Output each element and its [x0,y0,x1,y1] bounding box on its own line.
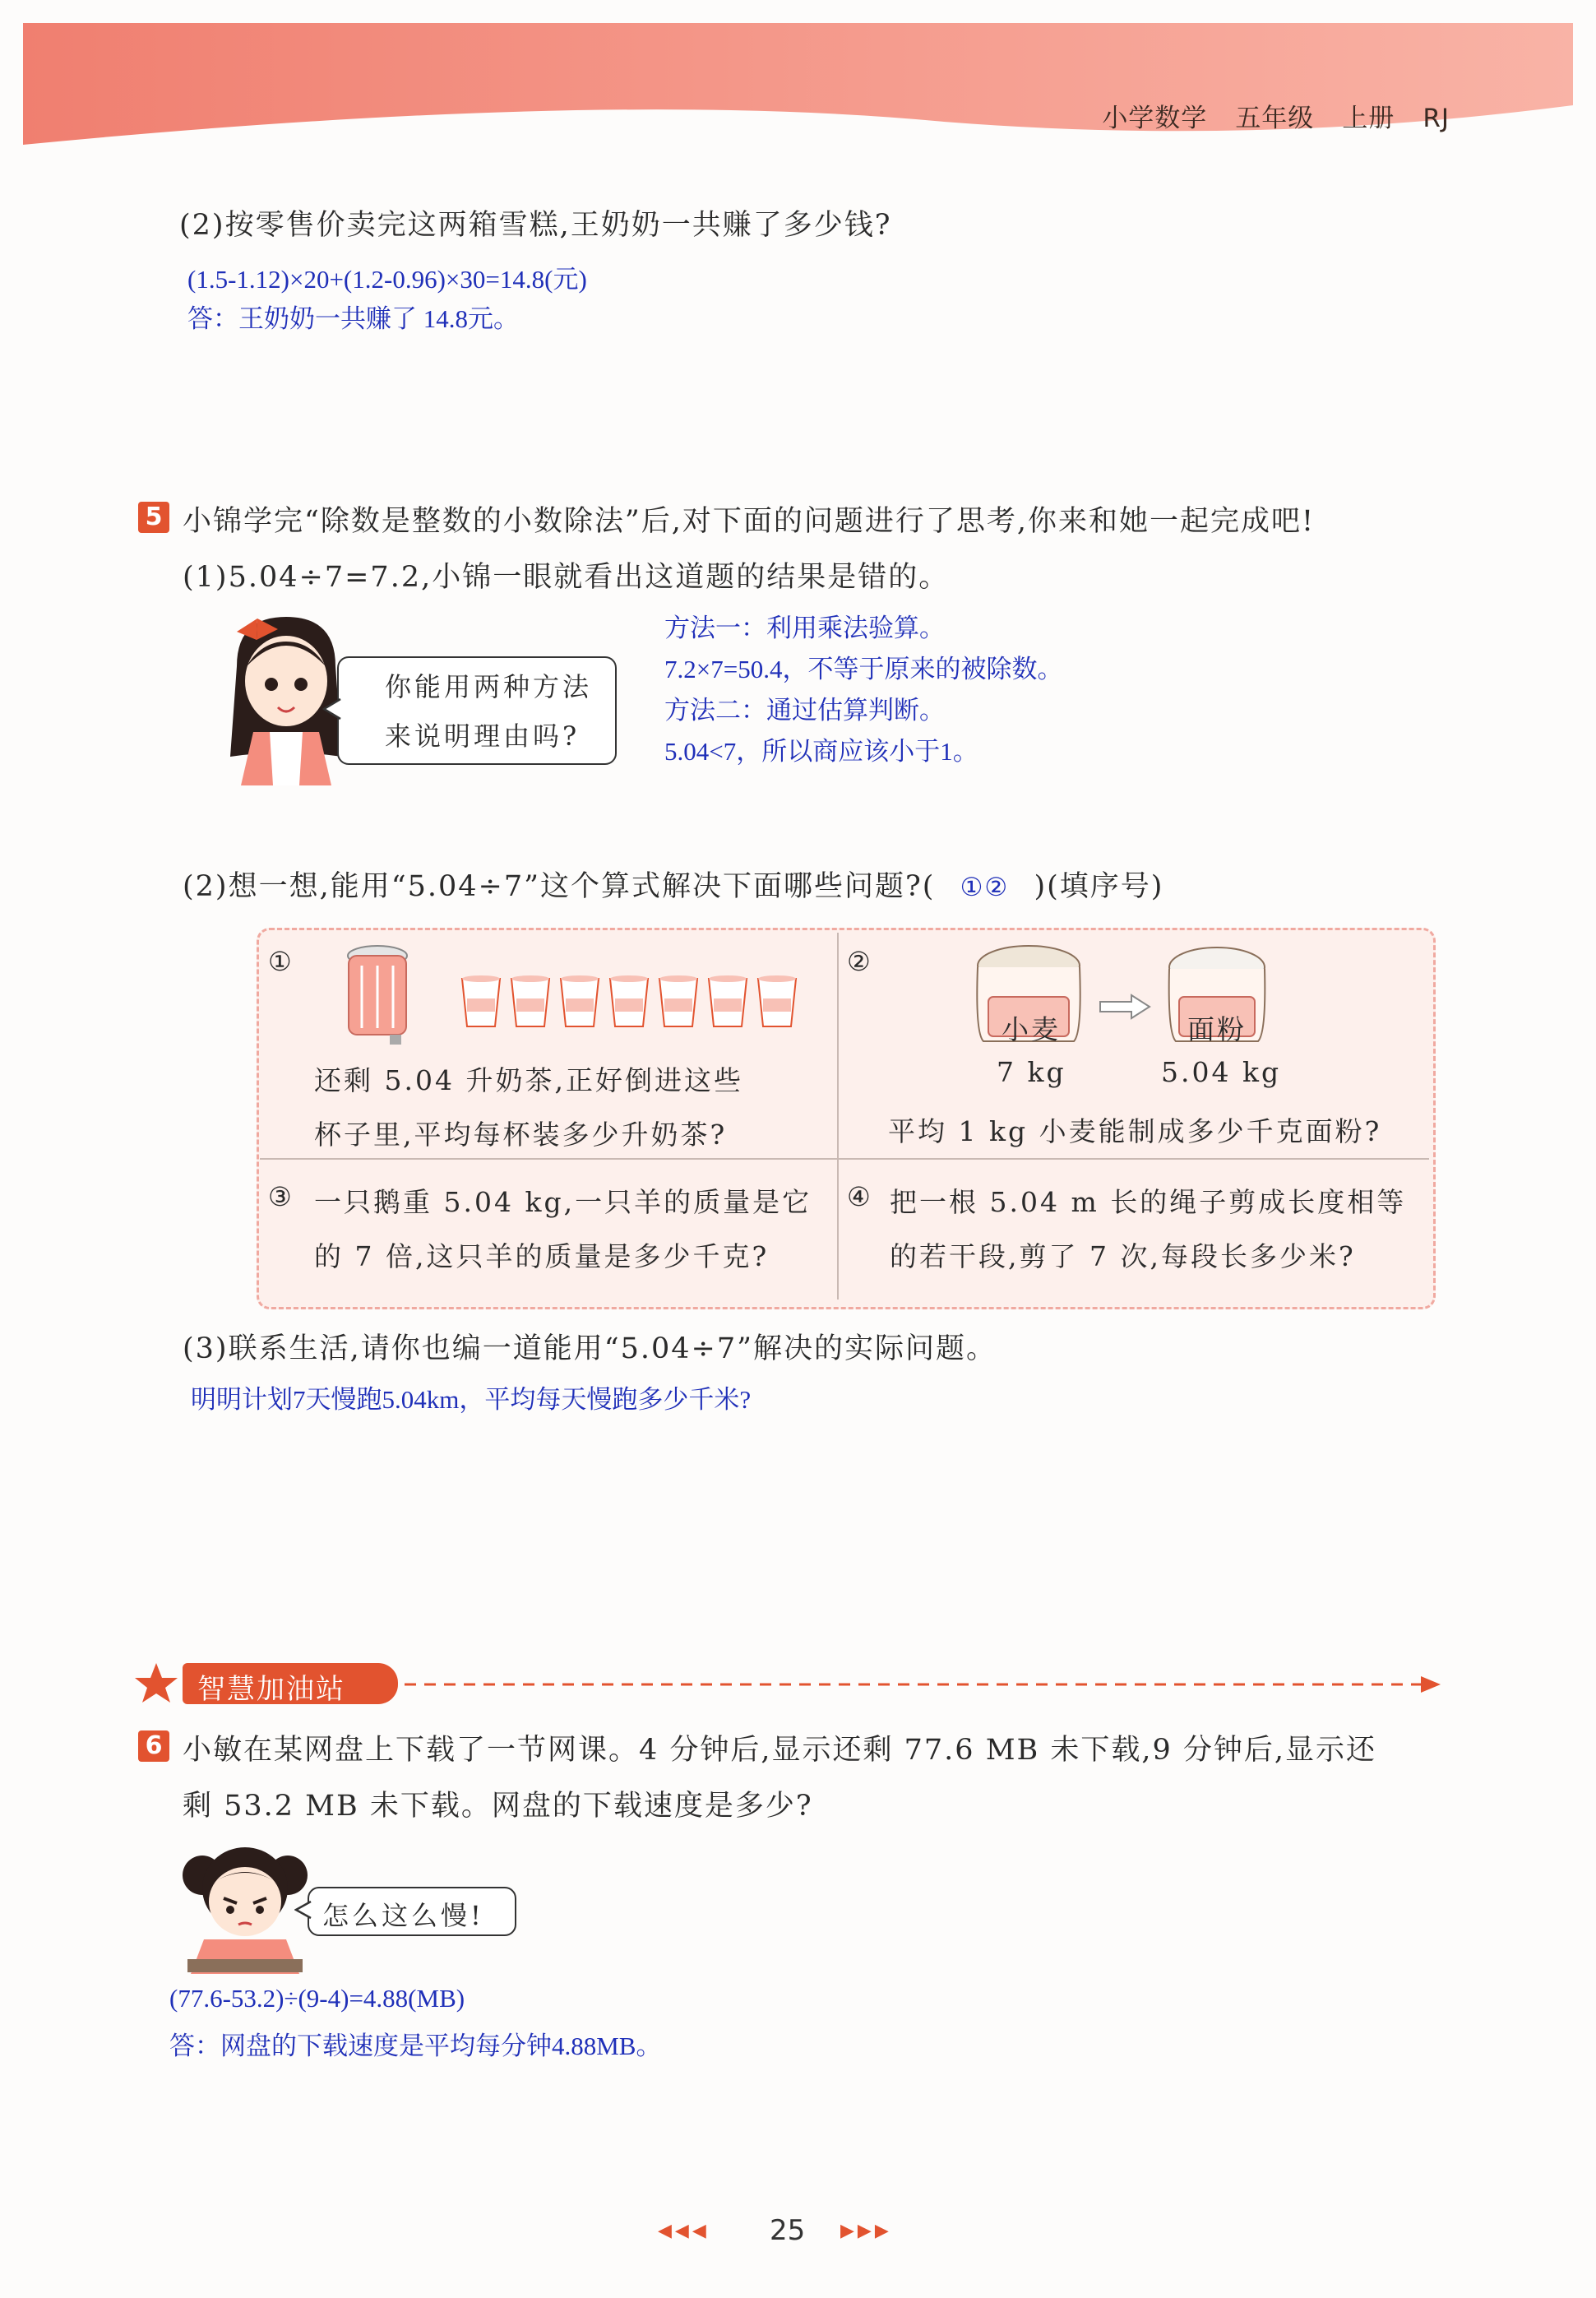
q6-answer-formula: (77.6-53.2)÷(9-4)=4.88(MB) [169,1984,465,2013]
q4-answer-formula: (1.5-1.12)×20+(1.2-0.96)×30=14.8(元) [187,265,587,294]
prev-arrows-icon: ◀◀◀ [658,2221,710,2241]
bubble-tail [294,1900,312,1920]
q5-part1: (1)5.04÷7=7.2,小锦一眼就看出这道题的结果是错的。 [183,561,950,594]
method1-body: 7.2×7=50.4，不等于原来的被除数。 [664,655,1063,683]
q6-line-1: 小敏在某网盘上下载了一节网课。4 分钟后,显示还剩 77.6 MB 未下载,9 分钟后,显示还 [183,1734,1377,1767]
book-info [1074,97,1450,134]
method1-title: 方法一：利用乘法验算。 [664,614,945,642]
star-runner-icon [132,1660,181,1706]
q6-answer-text: 答：网盘的下载速度是平均每分钟4.88MB。 [169,2032,662,2060]
part2-answer: ①② [960,873,1010,901]
next-arrows-icon: ▶▶▶ [840,2221,892,2241]
speech-bubble [337,656,617,765]
method2-body: 5.04<7，所以商应该小于1。 [664,737,978,766]
q5-part3: (3)联系生活,请你也编一道能用“5.04÷7”解决的实际问题。 [183,1332,997,1365]
option-4-number: ④ [847,1181,871,1212]
option-2-line: 平均 1 kg 小麦能制成多少千克面粉? [888,1115,1382,1147]
wheat-mass: 7 kg [997,1056,1066,1088]
milk-tea-cups-icon [460,975,806,1033]
q4-answer-text: 答：王奶奶一共赚了 14.8元。 [187,304,519,333]
part2-suffix: )(填序号) [1034,870,1164,903]
bubble-text: 怎么这么慢! [322,1900,484,1931]
tea-dispenser-icon [340,943,414,1049]
option-1-number: ① [268,946,292,977]
q6-line-2: 剩 53.2 MB 未下载。网盘的下载速度是多少? [183,1790,813,1823]
bubble-line-1: 你能用两种方法 [385,671,593,702]
q5-intro: 小锦学完“除数是整数的小数除法”后,对下面的问题进行了思考,你来和她一起完成吧! [183,505,1316,538]
section-title-badge [183,1663,398,1704]
q5-part3-answer: 明明计划7天慢跑5.04km，平均每天慢跑多少千米? [191,1385,752,1414]
panel-divider-horizontal [260,1158,1429,1160]
flour-mass: 5.04 kg [1161,1056,1282,1088]
subject-label: 小学数学 [1102,104,1208,133]
option-1-line-1: 还剩 5.04 升奶茶,正好倒进这些 [314,1064,743,1096]
bubble-line-2: 来说明理由吗? [385,720,581,752]
q4-part2-question: (2)按零售价卖完这两箱雪糕,王奶奶一共赚了多少钱? [179,209,892,242]
option-3-line-1: 一只鹅重 5.04 kg,一只羊的质量是它 [314,1186,812,1218]
option-4-line-2: 的若干段,剪了 7 次,每段长多少米? [890,1240,1356,1272]
question-number-badge: 6 [138,1730,169,1762]
question-number-badge: 5 [138,502,169,533]
grade-label: 五年级 [1235,104,1315,133]
flour-label: 面粉 [1187,1013,1247,1045]
girl-illustration [179,1836,311,1976]
panel-divider-vertical [837,933,839,1300]
q5-part2-question [183,864,1163,905]
bubble-tail [322,697,342,720]
option-3-number: ③ [268,1181,292,1212]
wheat-label: 小麦 [1002,1013,1061,1045]
part2-prefix: (2)想一想,能用“5.04÷7”这个算式解决下面哪些问题?( [183,870,936,903]
cup-row [460,975,806,1036]
speech-bubble [308,1887,516,1936]
option-2-number: ② [847,946,871,977]
option-3-line-2: 的 7 倍,这只羊的质量是多少千克? [314,1240,770,1272]
edition-label: RJ [1423,104,1450,133]
arrow-right-icon [1099,994,1153,1020]
page-number: 25 [770,2214,806,2247]
option-4-line-1: 把一根 5.04 m 长的绳子剪成长度相等 [890,1186,1407,1218]
option-1-line-2: 杯子里,平均每杯装多少升奶茶? [314,1119,728,1151]
section-dashed-arrow [401,1673,1446,1696]
method2-title: 方法二：通过估算判断。 [664,696,945,725]
section-title: 智慧加油站 [197,1673,345,1706]
volume-label: 上册 [1342,104,1395,133]
